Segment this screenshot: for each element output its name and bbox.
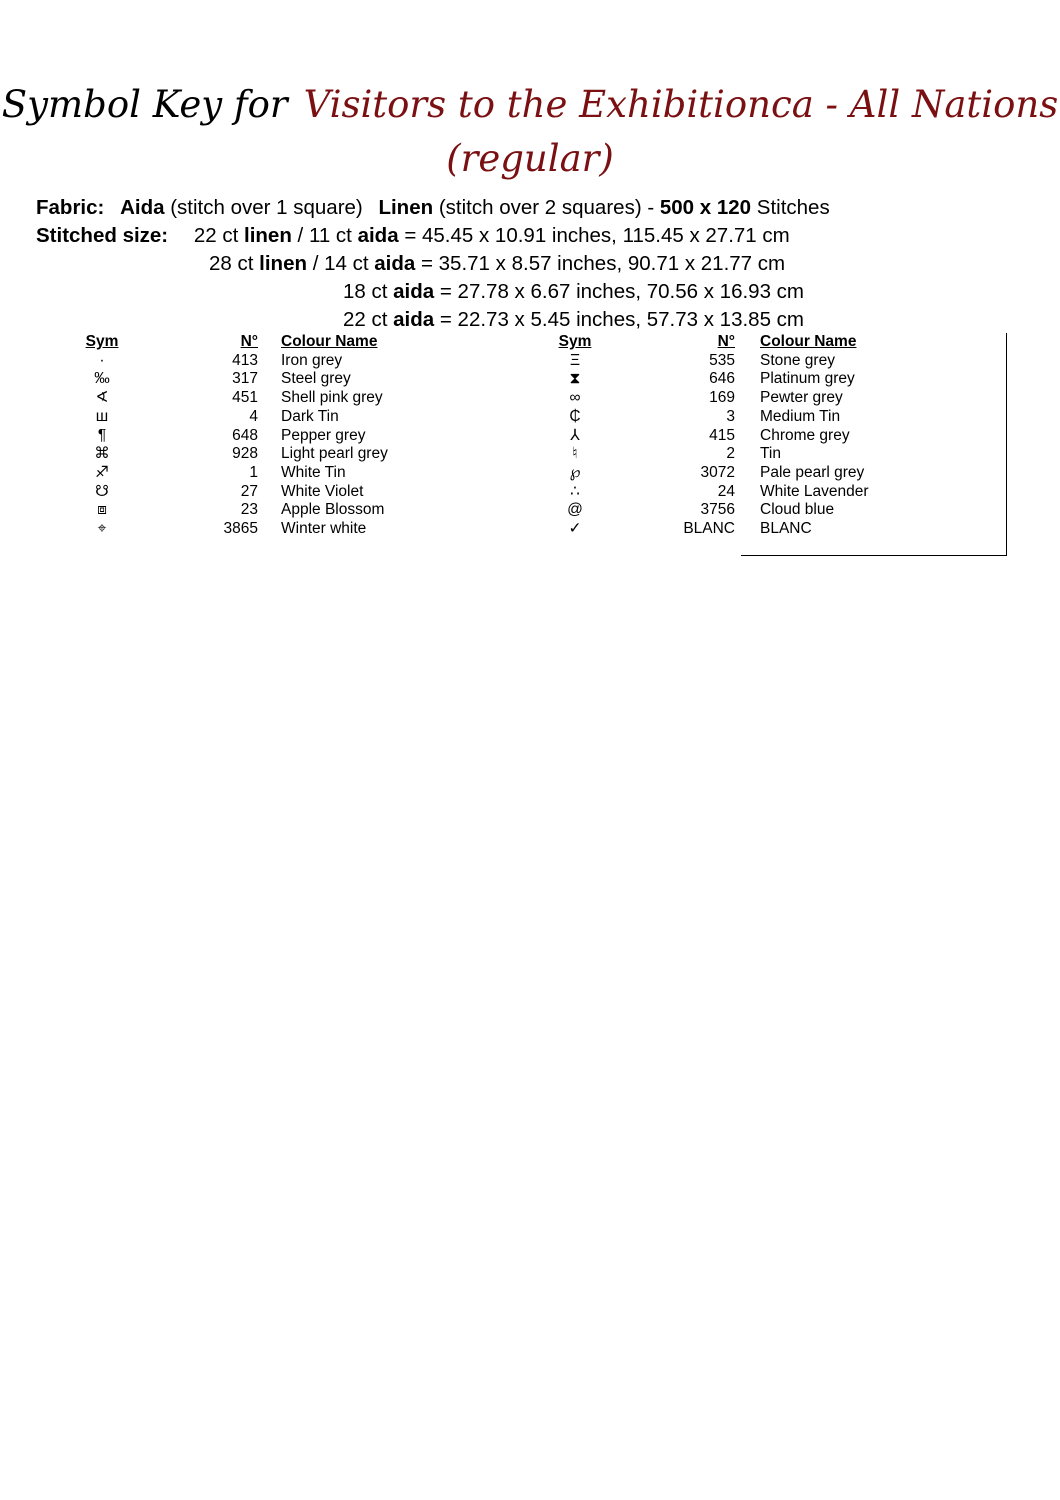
size-aida: aida [393,280,435,303]
colour-name: Iron grey [281,351,343,369]
symbol: ⌘ [94,445,110,463]
fabric-linen: Linen [378,196,434,219]
colour-number: 928 [232,445,258,463]
stitched-size-label: Stitched size: [36,224,169,247]
title-lead: Symbol Key for [1,83,288,126]
symbol: ∴ [570,482,580,500]
symbol: ‰ [94,370,110,388]
stitch-count: 500 x 120 [659,196,752,219]
table-border-right [1006,333,1007,555]
colour-name: Chrome grey [760,426,850,444]
colour-number: 23 [240,501,258,519]
symbol: ✓ [568,520,582,537]
symbol: ⌖ [97,520,107,537]
size-dimensions: = 27.78 x 6.67 inches, 70.56 x 16.93 cm [439,280,805,303]
colour-name: White Tin [281,463,346,481]
colour-number: 415 [709,426,735,444]
size-aida: aida [357,224,399,247]
size-aida: aida [374,252,416,275]
colour-number: 2 [726,445,735,463]
header-colour-name: Colour Name [760,333,857,350]
symbol: ♐ [95,463,109,481]
size-count: 22 ct [193,224,239,247]
colour-name: Medium Tin [760,407,841,425]
symbol: @ [567,501,583,519]
pattern-name: Visitors to the Exhibitionca - All Nations (regular) [303,83,1059,180]
size-dimensions: = 22.73 x 5.45 inches, 57.73 x 13.85 cm [439,308,805,331]
header-colour-name: Colour Name [281,333,378,350]
colour-number: 4 [249,407,258,425]
colour-name: Steel grey [281,370,351,388]
size-aida: aida [393,308,435,331]
stitched-size-line-1 [36,222,790,250]
size-linen: linen [259,252,307,275]
colour-number: 317 [232,370,258,388]
colour-name: Pepper grey [281,426,366,444]
colour-name: Light pearl grey [281,445,388,463]
colour-name: Pewter grey [760,389,843,407]
symbol: ∢ [95,389,109,407]
table-border-bottom [741,555,1007,556]
colour-name: White Lavender [760,482,869,500]
fabric-label: Fabric: [36,196,105,219]
colour-number: 3 [726,407,735,425]
colour-number: 3072 [700,463,735,481]
colour-number: 1 [249,463,258,481]
symbol: ☋ [95,482,109,500]
symbol: ⧗ [569,370,581,388]
size-dimensions: = 35.71 x 8.57 inches, 90.71 x 21.77 cm [420,252,786,275]
colour-name: Apple Blossom [281,501,385,519]
symbol: ⧈ [97,501,107,519]
header-number: N° [240,333,258,350]
fabric-linen-note: (stitch over 2 squares) - [438,196,655,219]
colour-name: Platinum grey [760,370,855,388]
colour-number: 648 [232,426,258,444]
colour-name: Pale pearl grey [760,463,865,481]
symbol: · [99,351,105,369]
symbol: ¶ [97,426,107,444]
symbol: ⅄ [570,426,580,444]
colour-name: Winter white [281,520,367,537]
colour-number: 646 [709,370,735,388]
stitches-label: Stitches [756,196,830,219]
colour-number: 27 [240,482,258,500]
colour-number: 169 [709,389,735,407]
stitched-size-line-3 [343,278,804,306]
stitched-size-line-2 [209,250,785,278]
header-number: N° [717,333,735,350]
size-dimensions: = 45.45 x 10.91 inches, 115.45 x 27.71 cm [404,224,790,247]
size-count: 22 ct [343,308,388,331]
colour-number: 413 [232,351,258,369]
size-count: 28 ct [209,252,254,275]
symbol: ₵ [569,407,581,425]
header-sym: Sym [85,333,119,350]
fabric-line [36,194,830,222]
size-mid: / 11 ct [297,224,352,247]
symbol: ∞ [569,389,581,407]
colour-number: 24 [717,482,735,500]
fabric-aida: Aida [120,196,165,219]
symbol: Ξ [569,351,581,369]
colour-name: Stone grey [760,351,835,369]
size-mid: / 14 ct [312,252,369,275]
colour-number: 535 [709,351,735,369]
colour-name: Cloud blue [760,501,835,519]
colour-name: White Violet [281,482,364,500]
colour-number: 451 [232,389,258,407]
symbol: ш [95,407,109,425]
colour-number: 3756 [700,501,735,519]
fabric-aida-note: (stitch over 1 square) [170,196,363,219]
page-title [0,78,1060,186]
header-sym: Sym [558,333,592,350]
stitched-size-line-4 [343,306,804,334]
size-count: 18 ct [343,280,388,303]
colour-name: BLANC [760,520,812,537]
colour-number: 3865 [223,520,258,537]
size-linen: linen [244,224,292,247]
colour-name: Dark Tin [281,407,339,425]
colour-number: BLANC [683,520,735,537]
colour-name: Tin [760,445,781,463]
colour-name: Shell pink grey [281,389,383,407]
symbol: ℘ [569,463,581,481]
symbol: ♮ [572,445,578,463]
